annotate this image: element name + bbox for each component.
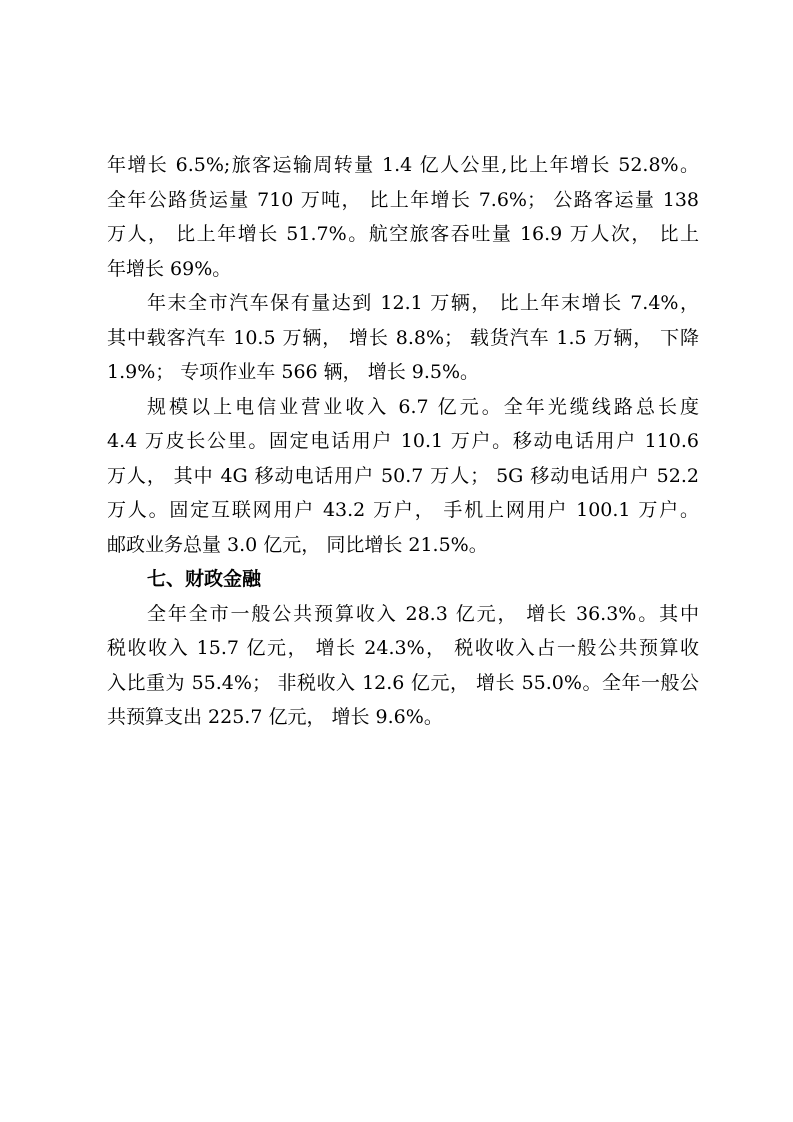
text-line: 万人， 其中 4G 移动电话用户 50.7 万人； 5G 移动电话用户 52.2 bbox=[107, 464, 699, 487]
text-line: 年末全市汽车保有量达到 12.1 万辆， 比上年末增长 7.4%， bbox=[147, 292, 699, 314]
text-line: 万人。固定互联网用户 43.2 万户， 手机上网用户 100.1 万户。 bbox=[107, 499, 699, 521]
paragraph-transport bbox=[107, 148, 699, 286]
text-line: 税收收入 15.7 亿元， 增长 24.3%， 税收收入占一般公共预算收 bbox=[107, 637, 699, 659]
text-line: 其中载客汽车 10.5 万辆， 增长 8.8%； 载货汽车 1.5 万辆， 下降 bbox=[107, 326, 699, 349]
text-line: 年增长 69%。 bbox=[107, 257, 232, 280]
text-line: 全年公路货运量 710 万吨， 比上年增长 7.6%； 公路客运量 138 bbox=[107, 188, 699, 211]
text-line: 1.9%； 专项作业车 566 辆， 增长 9.5%。 bbox=[107, 361, 480, 383]
text-line: 全年全市一般公共预算收入 28.3 亿元， 增长 36.3%。其中 bbox=[147, 602, 699, 625]
text-line: 年增长 6.5%;旅客运输周转量 1.4 亿人公里,比上年增长 52.8%。 bbox=[107, 154, 699, 176]
text-line: 万人， 比上年增长 51.7%。航空旅客吞吐量 16.9 万人次， 比上 bbox=[107, 223, 699, 245]
section-heading-finance: 七、财政金融 bbox=[147, 568, 262, 590]
paragraph-telecom bbox=[107, 390, 699, 563]
paragraph-vehicles bbox=[107, 286, 699, 390]
text-line: 共预算支出 225.7 亿元， 增长 9.6%。 bbox=[107, 706, 443, 728]
text-line: 规模以上电信业营业收入 6.7 亿元。全年光缆线路总长度 bbox=[147, 395, 699, 418]
document-body bbox=[107, 148, 699, 735]
text-line: 4.4 万皮长公里。固定电话用户 10.1 万户。移动电话用户 110.6 bbox=[107, 430, 699, 452]
text-line: 邮政业务总量 3.0 亿元， 同比增长 21.5%。 bbox=[107, 533, 488, 556]
paragraph-finance bbox=[107, 597, 699, 735]
text-line: 入比重为 55.4%； 非税收入 12.6 亿元， 增长 55.0%。全年一般公 bbox=[107, 671, 699, 694]
